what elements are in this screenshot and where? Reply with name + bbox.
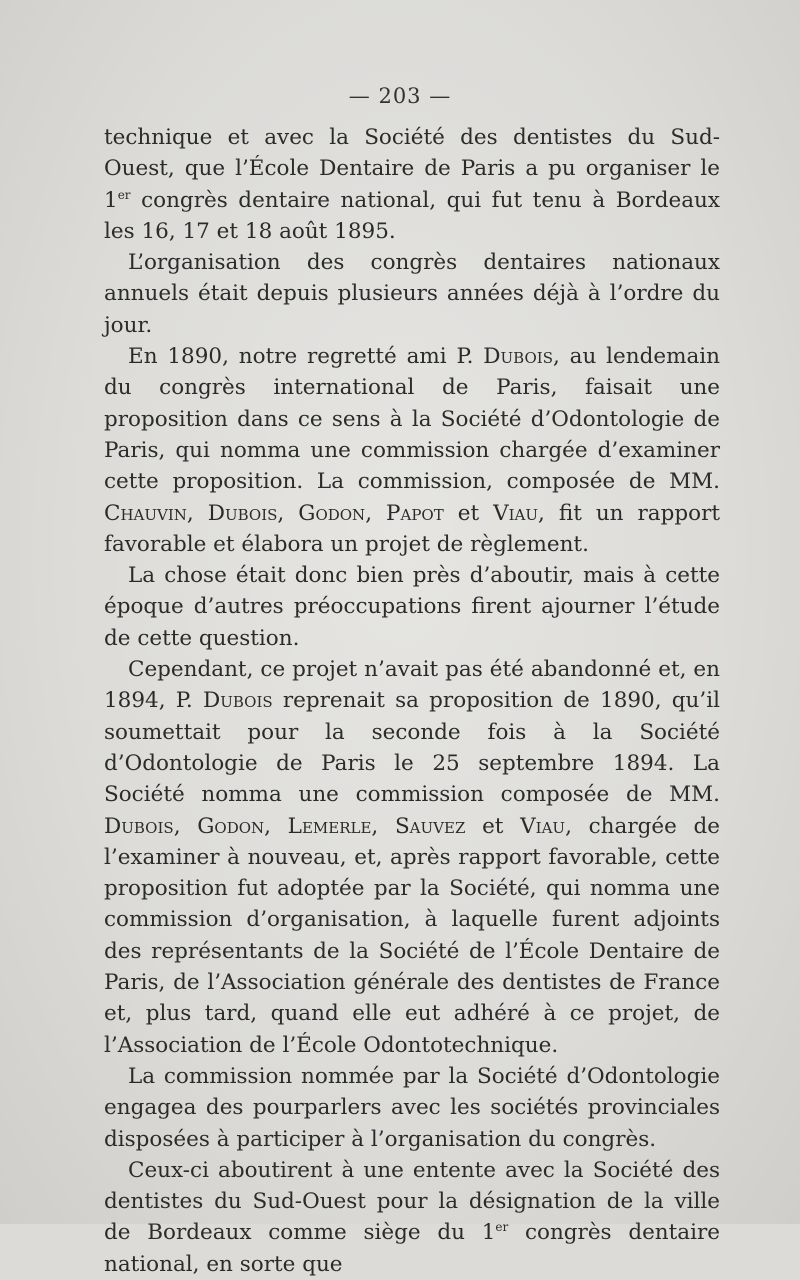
text-run: , — [371, 813, 395, 839]
person-name: Papot — [386, 500, 444, 526]
text-run: reprenait sa proposition de 1890, qu’il soumettait pour la seconde fois à la Société d’Odontologie de Paris le 25 septembre 1894. La Société nomma une commission composée de MM. — [104, 688, 720, 808]
paragraph-6 — [104, 1061, 720, 1155]
page-number: — 203 — — [348, 84, 452, 108]
paragraph-7 — [104, 1155, 720, 1280]
text-run: La commission nommée par la Société d’Odontologie engagea des pourparlers avec les sociétés provinciales disposées à participer à l’organisation du congrès. — [104, 1063, 720, 1152]
text-run: technique et avec la Société des dentistes du Sud-Ouest, que l’École Dentaire de Paris a pu organiser le 1 — [104, 125, 720, 213]
ordinal-superscript: er — [495, 1220, 509, 1235]
text-run: congrès dentaire national, qui fut tenu à Bordeaux les 16, 17 et 18 août 1895. — [104, 187, 720, 244]
text-run: et — [465, 813, 521, 839]
person-name: Viau — [520, 813, 566, 839]
person-name: Lemerle — [287, 813, 372, 839]
person-name: Dubois — [104, 813, 174, 839]
person-name: Dubois — [202, 688, 273, 714]
person-name: Sauvez — [394, 813, 466, 839]
text-run: congrès dentaire national, en sorte que — [104, 1220, 720, 1277]
text-run: En 1890, notre regretté ami P. — [128, 344, 484, 370]
text-run: Cependant, ce projet n’avait pas été abandonné et, en 1894, P. — [104, 657, 720, 714]
text-run: La chose était donc bien près d’aboutir, mais à cette époque d’autres préoccupations firent ajourner l’étude de cette question. — [104, 563, 720, 651]
text-run: et — [443, 500, 494, 526]
paragraph-2 — [104, 247, 720, 341]
text-run: , — [365, 500, 387, 526]
text-run: , — [186, 500, 208, 526]
paragraph-1 — [104, 122, 720, 247]
body-text — [104, 122, 720, 1280]
person-name: Dubois — [207, 500, 278, 526]
text-run: Ceux-ci aboutirent à une entente avec la Société des dentistes du Sud-Ouest pour la désignation de la ville de Bordeaux comme siège du 1 — [104, 1157, 720, 1246]
person-name: Godon — [298, 500, 366, 526]
ordinal-superscript: er — [117, 187, 131, 202]
person-name: Chauvin — [104, 500, 187, 526]
text-run: , — [173, 813, 198, 839]
person-name: Godon — [197, 813, 265, 839]
paragraph-3 — [104, 341, 720, 560]
paragraph-5 — [104, 654, 720, 1061]
text-run: , chargée de l’examiner à nouveau, et, après rapport favorable, cette proposition fut adoptée par la Société, qui nomma une commission d’organisation, à laquelle furent adjoints des représentants de la Société de l’École Dentaire de Paris, de l’Association générale des dentistes de France et, plus tard, quand elle eut adhéré à ce projet, de l’Association de l’École Odontotechnique. — [104, 813, 720, 1058]
person-name: Viau — [493, 500, 539, 526]
paragraph-4 — [104, 560, 720, 654]
text-run: , — [277, 500, 299, 526]
text-run: , au lendemain du congrès international de Paris, faisait une proposition dans ce sens à la Société d’Odontologie de Paris, qui nomma une commission chargée d’examiner cette proposition. La commission, composée de MM. — [104, 344, 721, 495]
text-run: , — [264, 813, 288, 839]
person-name: Dubois — [483, 344, 553, 370]
text-run: , fit un rapport favorable et élabora un projet de règlement. — [104, 500, 721, 557]
text-run: L’organisation des congrès dentaires nationaux annuels était depuis plusieurs années déjà à l’ordre du jour. — [104, 250, 720, 338]
